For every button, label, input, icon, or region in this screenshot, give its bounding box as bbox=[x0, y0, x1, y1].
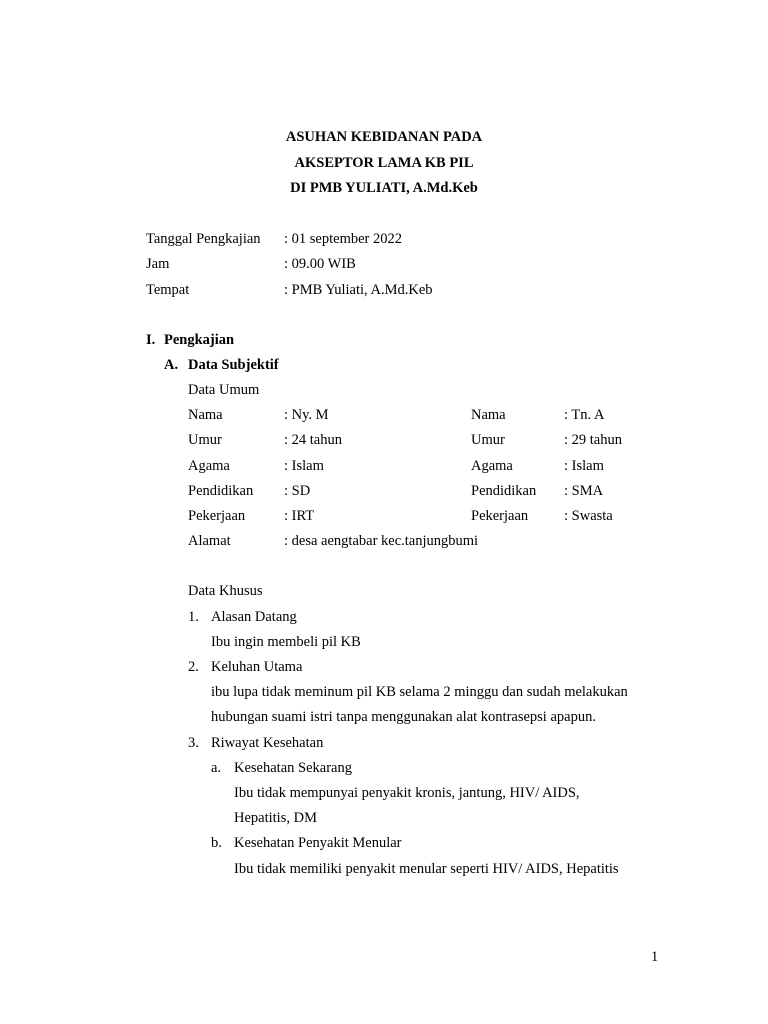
patient-value: : SD bbox=[284, 483, 311, 499]
item-2-title: Keluhan Utama bbox=[211, 659, 303, 675]
item-1-text: Ibu ingin membeli pil KB bbox=[211, 634, 361, 650]
item-3a-text-line-1: Ibu tidak mempunyai penyakit kronis, jantung, HIV/ AIDS, bbox=[234, 785, 580, 801]
section-a-number: A. bbox=[164, 357, 179, 373]
patient-label: Nama bbox=[188, 407, 223, 423]
data-khusus-heading: Data Khusus bbox=[188, 583, 263, 599]
patient-value: : IRT bbox=[284, 508, 315, 524]
patient-label: Pendidikan bbox=[188, 483, 254, 499]
item-3b-letter: b. bbox=[211, 835, 222, 851]
item-2-number: 2. bbox=[188, 659, 199, 675]
title-line-2: AKSEPTOR LAMA KB PIL bbox=[294, 155, 474, 171]
husband-label: Pendidikan bbox=[471, 483, 537, 499]
info-value-place: : PMB Yuliati, A.Md.Keb bbox=[284, 282, 433, 298]
item-3a-text-line-2: Hepatitis, DM bbox=[234, 810, 317, 826]
address-label: Alamat bbox=[188, 533, 231, 549]
title-line-1: ASUHAN KEBIDANAN PADA bbox=[285, 129, 483, 145]
husband-value: : SMA bbox=[564, 483, 604, 499]
patient-value: : Ny. M bbox=[284, 407, 329, 423]
item-3-number: 3. bbox=[188, 735, 199, 751]
info-value-time: : 09.00 WIB bbox=[284, 256, 356, 272]
item-3b-title: Kesehatan Penyakit Menular bbox=[234, 835, 402, 851]
patient-value: : 24 tahun bbox=[284, 432, 342, 448]
husband-label: Umur bbox=[471, 432, 505, 448]
address-value: : desa aengtabar kec.tanjungbumi bbox=[284, 533, 479, 549]
patient-label: Agama bbox=[188, 458, 230, 474]
info-label-date: Tanggal Pengkajian bbox=[146, 231, 261, 247]
item-2-text-line-2: hubungan suami istri tanpa menggunakan alat kontrasepsi apapun. bbox=[211, 709, 596, 725]
husband-value: : Islam bbox=[564, 458, 604, 474]
section-1-number: I. bbox=[146, 332, 156, 348]
section-1-heading: Pengkajian bbox=[164, 332, 235, 348]
section-a-heading: Data Subjektif bbox=[188, 357, 279, 373]
item-3-title: Riwayat Kesehatan bbox=[211, 735, 324, 751]
husband-value: : Tn. A bbox=[564, 407, 605, 423]
patient-label: Pekerjaan bbox=[188, 508, 246, 524]
item-3a-letter: a. bbox=[211, 760, 222, 776]
item-2-text-line-1: ibu lupa tidak meminum pil KB selama 2 minggu dan sudah melakukan bbox=[211, 684, 628, 700]
page-number: 1 bbox=[651, 949, 659, 965]
info-label-place: Tempat bbox=[146, 282, 190, 298]
item-3b-text-line-1: Ibu tidak memiliki penyakit menular seperti HIV/ AIDS, Hepatitis bbox=[234, 861, 619, 877]
husband-label: Nama bbox=[471, 407, 506, 423]
info-value-date: : 01 september 2022 bbox=[284, 231, 402, 247]
patient-value: : Islam bbox=[284, 458, 324, 474]
husband-label: Agama bbox=[471, 458, 513, 474]
patient-label: Umur bbox=[188, 432, 222, 448]
husband-label: Pekerjaan bbox=[471, 508, 529, 524]
item-1-number: 1. bbox=[188, 609, 199, 625]
title-line-3: DI PMB YULIATI, A.Md.Keb bbox=[290, 180, 478, 196]
husband-value: : 29 tahun bbox=[564, 432, 622, 448]
husband-value: : Swasta bbox=[564, 508, 613, 524]
info-label-time: Jam bbox=[146, 256, 170, 272]
item-1-title: Alasan Datang bbox=[211, 609, 297, 625]
data-umum-heading: Data Umum bbox=[188, 382, 260, 398]
item-3a-title: Kesehatan Sekarang bbox=[234, 760, 352, 776]
